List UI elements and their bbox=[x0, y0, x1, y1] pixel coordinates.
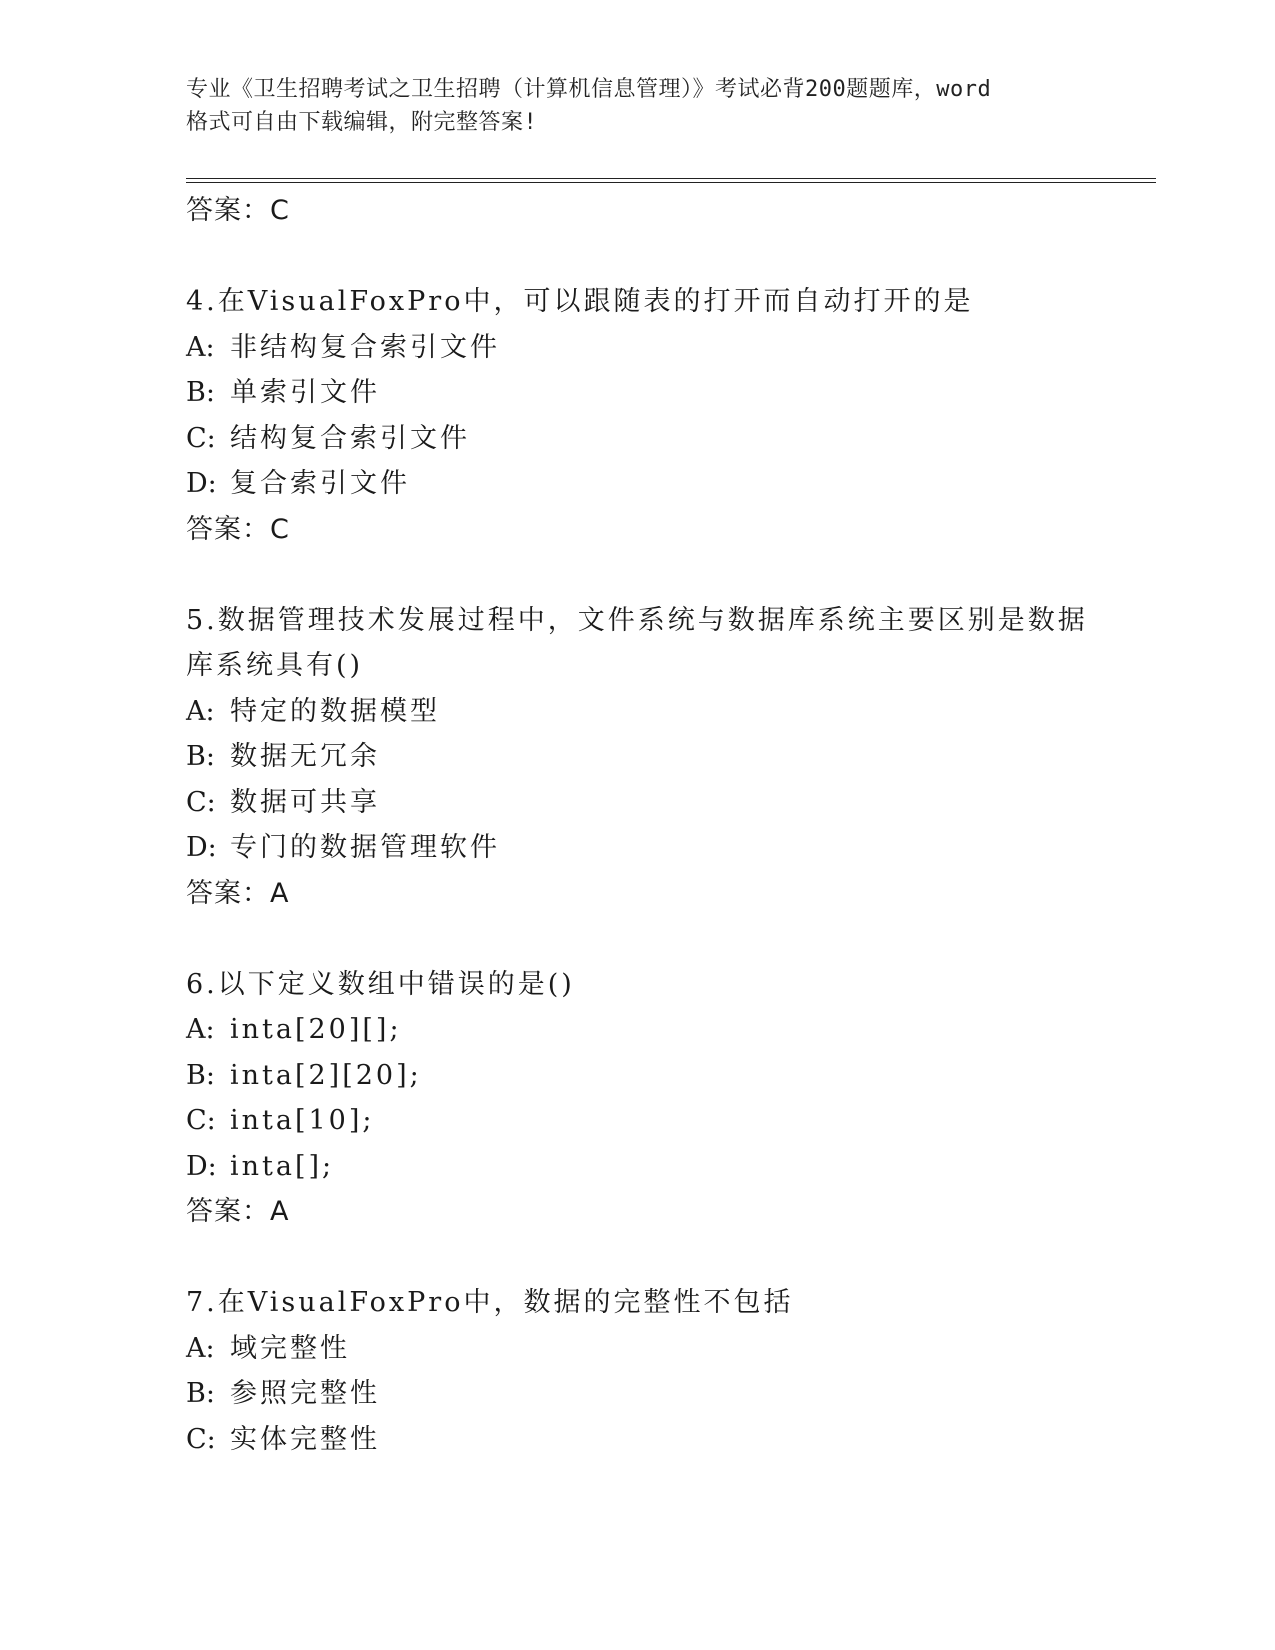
answer-value: A bbox=[270, 877, 290, 909]
option-row bbox=[186, 1371, 1156, 1417]
option-letter: C: bbox=[186, 1105, 216, 1136]
answer-line bbox=[186, 507, 1156, 553]
option-text: 参照完整性 bbox=[230, 1378, 380, 1409]
option-row bbox=[186, 689, 1156, 735]
question-text: 6.以下定义数组中错误的是() bbox=[186, 968, 575, 1000]
option-text: 单索引文件 bbox=[230, 377, 380, 408]
answer-value: C bbox=[270, 513, 290, 545]
answer-prefix: 答案： bbox=[186, 195, 270, 226]
answer-value: C bbox=[270, 195, 290, 226]
option-letter: A: bbox=[186, 1014, 215, 1045]
answer-line bbox=[186, 871, 1156, 917]
option-letter: D: bbox=[186, 1150, 217, 1182]
option-letter: A: bbox=[186, 331, 215, 363]
option-letter: D: bbox=[186, 468, 217, 499]
option-text: 数据可共享 bbox=[230, 786, 380, 818]
option-letter: D: bbox=[186, 832, 217, 863]
option-text: inta[2][20]; bbox=[230, 1059, 422, 1091]
answer-value: A bbox=[270, 1196, 290, 1227]
option-text: 实体完整性 bbox=[230, 1423, 380, 1455]
option-letter: A: bbox=[186, 695, 215, 727]
option-row bbox=[186, 325, 1156, 371]
option-letter: C: bbox=[186, 786, 216, 818]
option-row bbox=[186, 1417, 1156, 1463]
header-divider-top bbox=[186, 178, 1156, 179]
answer-prefix: 答案： bbox=[186, 1196, 270, 1227]
question-list bbox=[186, 188, 1156, 1462]
option-text: inta[]; bbox=[230, 1150, 335, 1182]
option-text: 域完整性 bbox=[230, 1332, 350, 1364]
option-row bbox=[186, 1326, 1156, 1372]
question-text: 7.在VisualFoxPro中，数据的完整性不包括 bbox=[186, 1287, 794, 1318]
question-block bbox=[186, 1280, 1156, 1462]
option-text: 非结构复合索引文件 bbox=[230, 331, 500, 363]
option-row bbox=[186, 780, 1156, 826]
option-text: inta[20][]; bbox=[230, 1014, 402, 1045]
answer-prefix: 答案： bbox=[186, 877, 270, 909]
option-text: 特定的数据模型 bbox=[230, 695, 440, 727]
option-row bbox=[186, 1144, 1156, 1190]
question-text: 5.数据管理技术发展过程中，文件系统与数据库系统主要区别是数据 bbox=[186, 604, 1088, 636]
document-header bbox=[186, 73, 1106, 139]
option-row bbox=[186, 461, 1156, 507]
answer-line bbox=[186, 188, 1156, 234]
option-letter: B: bbox=[186, 741, 215, 772]
option-letter: B: bbox=[186, 377, 215, 408]
question-block bbox=[186, 962, 1156, 1236]
question-block bbox=[186, 279, 1156, 553]
option-row bbox=[186, 825, 1156, 871]
question-text: 库系统具有() bbox=[186, 650, 364, 681]
option-row bbox=[186, 370, 1156, 416]
header-divider-bottom bbox=[186, 182, 1156, 183]
answer-line bbox=[186, 1189, 1156, 1235]
option-letter: C: bbox=[186, 1423, 216, 1455]
option-row bbox=[186, 416, 1156, 462]
option-text: inta[10]; bbox=[230, 1105, 375, 1136]
option-row bbox=[186, 1007, 1156, 1053]
header-line-2: 格式可自由下载编辑，附完整答案! bbox=[186, 110, 538, 135]
option-text: 结构复合索引文件 bbox=[230, 422, 470, 454]
option-text: 数据无冗余 bbox=[230, 741, 380, 772]
option-row bbox=[186, 1098, 1156, 1144]
option-letter: A: bbox=[186, 1332, 215, 1364]
header-line-1: 专业《卫生招聘考试之卫生招聘（计算机信息管理）》考试必背200题题库，word bbox=[186, 77, 992, 102]
option-text: 专门的数据管理软件 bbox=[230, 832, 500, 863]
question-text: 4.在VisualFoxPro中，可以跟随表的打开而自动打开的是 bbox=[186, 286, 974, 317]
answer-prefix: 答案： bbox=[186, 513, 270, 545]
option-row bbox=[186, 734, 1156, 780]
option-letter: B: bbox=[186, 1059, 215, 1091]
option-letter: B: bbox=[186, 1378, 215, 1409]
option-text: 复合索引文件 bbox=[230, 468, 410, 499]
option-letter: C: bbox=[186, 422, 216, 454]
option-row bbox=[186, 1053, 1156, 1099]
question-block bbox=[186, 598, 1156, 917]
